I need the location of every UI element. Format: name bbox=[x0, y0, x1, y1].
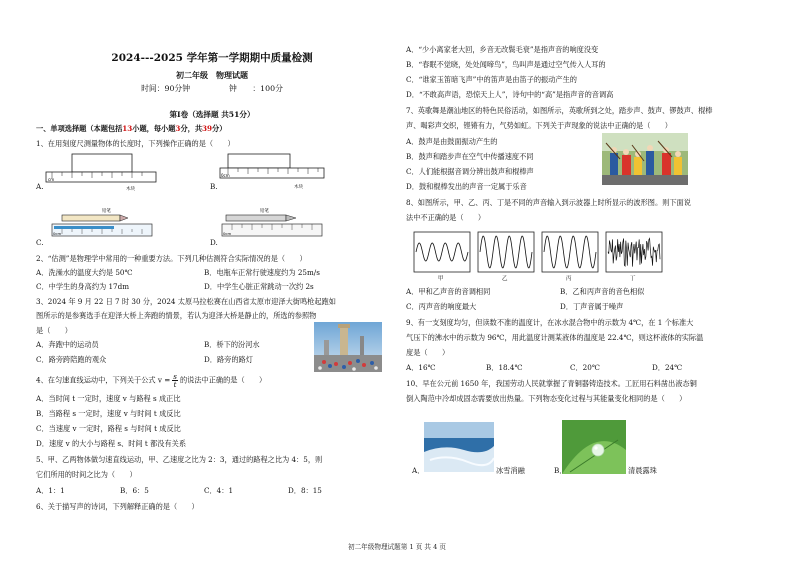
q4-option-c[interactable]: C．当速度 v 一定时，路程 s 与时间 t 成反比 bbox=[36, 424, 181, 433]
exam-subtitle: 初二年级 物理试题 bbox=[176, 70, 248, 80]
q8-line2: 法中不正确的是（ ） bbox=[406, 213, 486, 222]
fig-d-unit: 0cm bbox=[223, 231, 232, 236]
part-total: 39 bbox=[202, 124, 213, 133]
wave-label-ding: 丁 bbox=[630, 276, 636, 282]
q10-option-b-caption: 清晨露珠 bbox=[628, 466, 657, 475]
q7-line1: 7、英歌舞是潮汕地区的特色民俗活动，如图所示，英歌所到之处，踏步声、鼓声、锣鼓声、棍棒 bbox=[406, 106, 713, 115]
q10-ice-melting-photo bbox=[424, 422, 494, 472]
q10-option-b[interactable]: B． bbox=[554, 466, 567, 475]
q3-option-a[interactable]: A．奔跑中的运动员 bbox=[36, 340, 99, 349]
q5-option-d[interactable]: D．8：15 bbox=[288, 486, 322, 495]
pencil-d bbox=[226, 215, 286, 221]
exam-title: 2024---2025 学年第一学期期中质量检测 bbox=[111, 52, 313, 64]
q1-option-c[interactable]: C. bbox=[36, 238, 44, 247]
q8-option-d[interactable]: D．丁声音属于噪声 bbox=[560, 302, 624, 311]
q5-option-c[interactable]: C．4：1 bbox=[204, 486, 234, 495]
q10-line2: 倒入陶范中冷却成固态需要放出热量。下列物态变化过程与其能量变化相同的是（ ） bbox=[406, 394, 687, 403]
part-title-pre: 一、单项选择题（本题包括 bbox=[36, 124, 123, 133]
fig-b-unit: 0cm bbox=[221, 173, 230, 178]
ruler-a bbox=[46, 172, 156, 182]
q4-fraction bbox=[172, 373, 178, 388]
q6-option-c[interactable]: C．“谁家玉笛暗飞声”中的笛声是由笛子的振动产生的 bbox=[406, 75, 577, 84]
q2-stem: 2、“估测”是物理学中常用的一种重要方法。下列几种估测符合实际情况的是（ ） bbox=[36, 254, 307, 263]
q1-stem: 1、在用刻度尺测量物体的长度时，下列操作正确的是（ ） bbox=[36, 139, 235, 148]
fig-c-unit: 0cm bbox=[53, 231, 62, 236]
q4-option-b[interactable]: B．当路程 s 一定时，速度 v 与时间 t 成反比 bbox=[36, 409, 181, 418]
q4-stem-post: 的说法中正确的是（ ） bbox=[179, 375, 267, 385]
ruler-c-strip bbox=[54, 226, 114, 229]
wood-block-a bbox=[72, 154, 132, 172]
q1-figure-b bbox=[218, 150, 330, 192]
q3-option-c[interactable]: C．路旁跨陪跑的观众 bbox=[36, 355, 107, 364]
wood-block-b bbox=[228, 154, 290, 168]
q7-option-a[interactable]: A．鼓声是由鼓面振动产生的 bbox=[406, 137, 498, 146]
q2-option-d[interactable]: D．中学生心脏正常跳动一次约 2s bbox=[204, 282, 314, 291]
q9-option-a[interactable]: A．16℃ bbox=[406, 363, 436, 372]
q6-option-a[interactable]: A．“少小离家老大回，乡音无改鬓毛衰”是指声音的响度没变 bbox=[406, 45, 599, 54]
ruler-b bbox=[220, 168, 324, 178]
part-title-post: 分） bbox=[212, 124, 227, 133]
q7-option-b[interactable]: B．鼓声和踏步声在空气中传播速度不同 bbox=[406, 152, 534, 161]
q1-figure-d bbox=[220, 204, 330, 244]
q2-option-a[interactable]: A．洗澡水的温度大约是 50℃ bbox=[36, 268, 133, 277]
q1-figure-c bbox=[50, 204, 160, 244]
q1-option-b[interactable]: B. bbox=[210, 182, 218, 191]
part-title bbox=[36, 124, 226, 133]
q9-line2: 气压下的沸水中的示数为 96℃，用此温度计测某液体的温度是 22.4℃，则这杯液体的实际温 bbox=[406, 333, 704, 342]
fig-c-label: 铅笔 bbox=[102, 209, 111, 214]
q9-option-d[interactable]: D．24℃ bbox=[652, 363, 683, 372]
q2-option-c[interactable]: C．中学生的身高约为 17dm bbox=[36, 282, 130, 291]
q3-marathon-photo bbox=[314, 322, 382, 372]
q6-option-d[interactable]: D．“不敢高声语，恐惊天上人”，诗句中的“高”是指声音的音调高 bbox=[406, 90, 614, 99]
q5-option-b[interactable]: B．6：5 bbox=[120, 486, 149, 495]
wave-label-jia: 甲 bbox=[438, 276, 444, 282]
wave-label-bing: 丙 bbox=[566, 276, 572, 282]
q4-frac-num: s bbox=[173, 372, 177, 381]
q3-line3: 是（ ） bbox=[36, 326, 72, 335]
q7-line2: 声、喝彩声交织，铿锵有力，气势如虹。下列关于声现象的说法中正确的是（ ） bbox=[406, 121, 672, 130]
q7-yingge-dance-photo bbox=[602, 133, 688, 185]
fig-a-obj: 木块 bbox=[126, 187, 135, 192]
q7-option-d[interactable]: D．鼓和棍棒发出的声音一定属于乐音 bbox=[406, 182, 527, 191]
part-count: 13 bbox=[122, 124, 133, 133]
part-title-mid2: 分，共 bbox=[180, 124, 203, 133]
q7-option-c[interactable]: C．人们能根据音调分辨出鼓声和棍棒声 bbox=[406, 167, 534, 176]
fig-a-unit: cm bbox=[48, 177, 55, 182]
q10-option-a-caption: 冰雪消融 bbox=[496, 466, 525, 475]
q3-line2: 图所示的是参赛选手在迎泽大桥上奔跑的情景，若认为迎泽大桥是静止的，所选的参照物 bbox=[36, 311, 317, 320]
pencil-c bbox=[62, 215, 120, 221]
q9-option-b[interactable]: B．18.4℃ bbox=[486, 363, 523, 372]
q8-option-c[interactable]: C．丙声音的响度最大 bbox=[406, 302, 477, 311]
fig-d-label: 铅笔 bbox=[260, 209, 269, 214]
wave-label-yi: 乙 bbox=[502, 276, 508, 282]
q5-option-a[interactable]: A．1：1 bbox=[36, 486, 65, 495]
q8-line1: 8、如图所示，甲、乙、丙、丁是不同的声音输入到示波器上时所显示的波形图。则下面说 bbox=[406, 198, 691, 207]
q1-figure-a bbox=[44, 150, 164, 192]
q3-option-b[interactable]: B．桥下的汾河水 bbox=[204, 340, 260, 349]
q3-option-d[interactable]: D．路旁的路灯 bbox=[204, 355, 253, 364]
q6-stem: 6、关于描写声的诗词，下列解释正确的是（ ） bbox=[36, 502, 199, 511]
q1-option-d[interactable]: D. bbox=[210, 238, 218, 247]
q4-stem bbox=[36, 373, 266, 388]
section-heading: 第Ⅰ卷（选择题 共51分） bbox=[169, 110, 255, 119]
q6-option-b[interactable]: B．“春眠不觉晓，处处闻啼鸟”，鸟叫声是通过空气传入人耳的 bbox=[406, 60, 606, 69]
part-title-mid1: 小题，每小题 bbox=[132, 124, 176, 133]
q9-line3: 度是（ ） bbox=[406, 348, 450, 357]
q5-line2: 它们所用的时间之比为（ ） bbox=[36, 470, 137, 479]
q8-option-a[interactable]: A．甲和乙声音的音调相同 bbox=[406, 287, 491, 296]
q4-frac-den: t bbox=[173, 380, 177, 390]
fig-b-obj: 木块 bbox=[294, 185, 303, 190]
q4-option-a[interactable]: A．当时间 t 一定时，速度 v 与路程 s 成正比 bbox=[36, 394, 181, 403]
q10-line1: 10、早在公元前 1650 年，我国劳动人民就掌握了青铜器铸造技术。工匠用石料凿出液态铜 bbox=[406, 379, 697, 388]
q4-option-d[interactable]: D．速度 v 的大小与路程 s、时间 t 都没有关系 bbox=[36, 439, 187, 448]
q4-stem-pre: 4、在匀速直线运动中，下列关于公式 v = bbox=[36, 375, 171, 385]
q9-line1: 9、有一支刻度均匀，但读数不准的温度计，在冰水混合物中的示数为 4℃，在 1 个标准大 bbox=[406, 318, 694, 327]
q8-waveforms bbox=[412, 230, 670, 282]
page-footer: 初二年级物理试题第 1 页 共 4 页 bbox=[348, 543, 446, 551]
exam-time-score: 时间：90分钟 钟 ：100分 bbox=[141, 84, 283, 93]
q1-option-a[interactable]: A. bbox=[36, 182, 44, 191]
q10-dew-photo bbox=[562, 420, 626, 474]
q3-line1: 3、2024 年 9 月 22 日 7 时 30 分，2024 太原马拉松赛在山西省太原市迎泽大街鸣枪起跑如 bbox=[36, 297, 336, 306]
q10-option-a[interactable]: A． bbox=[412, 466, 425, 475]
q2-option-b[interactable]: B．电瓶车正常行驶速度约为 25m/s bbox=[204, 268, 320, 277]
q9-option-c[interactable]: C．20℃ bbox=[570, 363, 600, 372]
part-points: 3 bbox=[175, 124, 181, 133]
q5-line1: 5、甲、乙两物体做匀速直线运动，甲、乙速度之比为 2：3，通过的路程之比为 4：5，则 bbox=[36, 455, 323, 464]
q8-option-b[interactable]: B．乙和丙声音的音色相似 bbox=[560, 287, 645, 296]
